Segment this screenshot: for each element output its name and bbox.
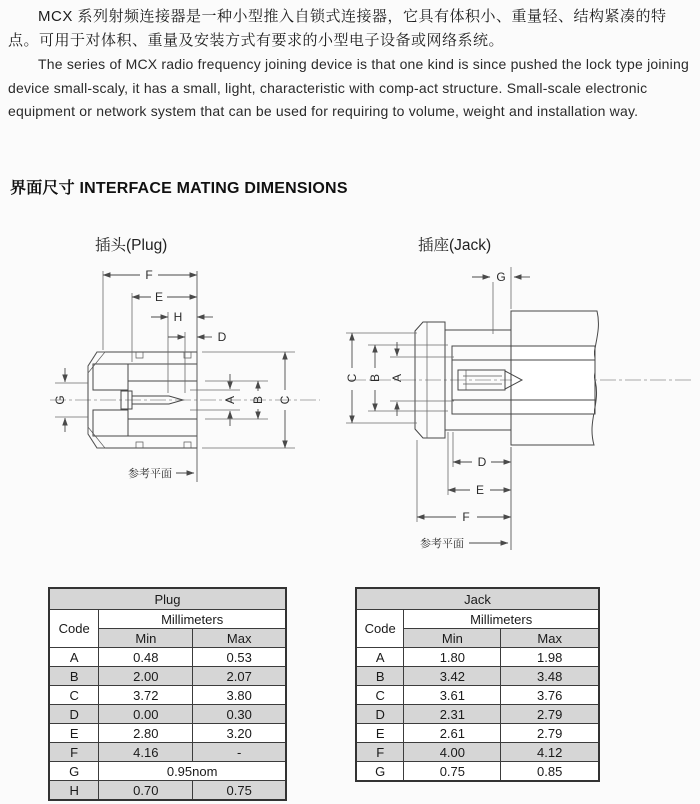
max-cell: -	[193, 743, 286, 762]
table-row	[49, 762, 286, 781]
plug-dimensions	[53, 268, 295, 482]
max-cell: 0.30	[193, 705, 286, 724]
table-row	[356, 705, 599, 724]
max-cell: 0.53	[193, 648, 286, 667]
min-cell: 4.00	[404, 743, 501, 762]
max-cell: 3.80	[193, 686, 286, 705]
intro-paragraph-en: The series of MCX radio frequency joining device is that one kind is since pushed the lock type joining device small-scaly, it has a small, light, characteristic with comp-act structure. Small-scale electronic equipment or network system that can be used for requiring to volume, weight and installation way.	[8, 56, 689, 119]
min-cell: 2.00	[99, 667, 193, 686]
jack-drawing-title: 插座(Jack)	[418, 237, 492, 254]
table-row	[49, 686, 286, 705]
code-cell: G	[356, 762, 404, 782]
code-cell: E	[356, 724, 404, 743]
code-cell: C	[49, 686, 99, 705]
table-row	[49, 667, 286, 686]
code-cell: C	[356, 686, 404, 705]
table-row	[49, 781, 286, 801]
jack-dim-label-e: E	[475, 483, 485, 497]
plug-technical-drawing	[45, 258, 330, 510]
plug-dim-label-c: C	[278, 395, 292, 405]
plug-table-title: Plug	[49, 588, 286, 610]
code-cell: D	[49, 705, 99, 724]
plug-dim-label-e: E	[154, 290, 164, 304]
max-cell: 2.79	[501, 724, 599, 743]
jack-dim-label-b: B	[368, 373, 382, 383]
table-row	[356, 610, 599, 629]
unit-header-cell: Millimeters	[404, 610, 599, 629]
code-cell: A	[49, 648, 99, 667]
table-row	[356, 743, 599, 762]
jack-reference-plane-label: 参考平面	[420, 538, 464, 550]
code-header-cell: Code	[49, 610, 99, 648]
min-cell: 0.48	[99, 648, 193, 667]
jack-technical-drawing	[345, 258, 700, 575]
table-row	[49, 743, 286, 762]
jack-table-title: Jack	[356, 588, 599, 610]
plug-dim-label-b: B	[251, 395, 265, 405]
table-row	[356, 762, 599, 782]
unit-header-cell: Millimeters	[99, 610, 286, 629]
code-cell: F	[356, 743, 404, 762]
intro-section	[8, 5, 694, 124]
jack-dimensions-table	[355, 587, 600, 782]
table-row	[356, 588, 599, 610]
section-title-zh: 界面尺寸	[10, 180, 75, 197]
jack-panel	[511, 311, 598, 445]
min-cell: 0.00	[99, 705, 193, 724]
nominal-cell: 0.95nom	[99, 762, 286, 781]
jack-dim-label-a: A	[390, 373, 404, 383]
plug-dimensions-table	[48, 587, 287, 801]
section-title-en: INTERFACE MATING DIMENSIONS	[79, 180, 348, 197]
max-cell: 2.07	[193, 667, 286, 686]
min-header-cell: Min	[99, 629, 193, 648]
table-row	[356, 686, 599, 705]
table-row	[356, 724, 599, 743]
code-cell: H	[49, 781, 99, 801]
max-cell: 0.75	[193, 781, 286, 801]
plug-dim-label-g: G	[53, 395, 67, 405]
table-row	[49, 588, 286, 610]
code-cell: E	[49, 724, 99, 743]
min-cell: 2.80	[99, 724, 193, 743]
jack-dim-label-f: F	[462, 510, 470, 524]
max-cell: 3.76	[501, 686, 599, 705]
plug-drawing-title: 插头(Plug)	[95, 237, 168, 254]
min-cell: 3.42	[404, 667, 501, 686]
min-cell: 2.31	[404, 705, 501, 724]
min-cell: 1.80	[404, 648, 501, 667]
jack-dimensions	[345, 267, 530, 550]
jack-dim-label-d: D	[477, 455, 487, 469]
min-cell: 3.72	[99, 686, 193, 705]
code-cell: G	[49, 762, 99, 781]
max-cell: 0.85	[501, 762, 599, 782]
table-row	[49, 610, 286, 629]
plug-dim-label-h: H	[173, 310, 183, 324]
min-cell: 2.61	[404, 724, 501, 743]
code-cell: B	[49, 667, 99, 686]
section-title	[10, 175, 348, 198]
max-cell: 4.12	[501, 743, 599, 762]
table-row	[49, 705, 286, 724]
min-cell: 0.70	[99, 781, 193, 801]
code-cell: A	[356, 648, 404, 667]
table-row	[356, 667, 599, 686]
min-cell: 3.61	[404, 686, 501, 705]
plug-reference-plane-label: 参考平面	[128, 468, 172, 480]
max-cell: 1.98	[501, 648, 599, 667]
plug-dim-label-a: A	[223, 395, 237, 405]
max-header-cell: Max	[193, 629, 286, 648]
plug-dim-label-d: D	[217, 330, 227, 344]
max-cell: 3.48	[501, 667, 599, 686]
max-cell: 2.79	[501, 705, 599, 724]
table-row	[49, 724, 286, 743]
code-cell: B	[356, 667, 404, 686]
code-cell: D	[356, 705, 404, 724]
intro-paragraph-zh: MCX 系列射频连接器是一种小型推入自锁式连接器，它具有体积小、重量轻、结构紧凑的特点。可用于对体积、重量及安装方式有要求的小型电子设备或网络系统。	[8, 8, 667, 49]
max-header-cell: Max	[501, 629, 599, 648]
min-header-cell: Min	[404, 629, 501, 648]
jack-dim-label-g: G	[496, 270, 506, 284]
min-cell: 0.75	[404, 762, 501, 782]
code-cell: F	[49, 743, 99, 762]
code-header-cell: Code	[356, 610, 404, 648]
max-cell: 3.20	[193, 724, 286, 743]
jack-dim-label-c: C	[345, 373, 359, 383]
table-row	[49, 648, 286, 667]
table-row	[356, 648, 599, 667]
plug-dim-label-f: F	[145, 268, 153, 282]
min-cell: 4.16	[99, 743, 193, 762]
